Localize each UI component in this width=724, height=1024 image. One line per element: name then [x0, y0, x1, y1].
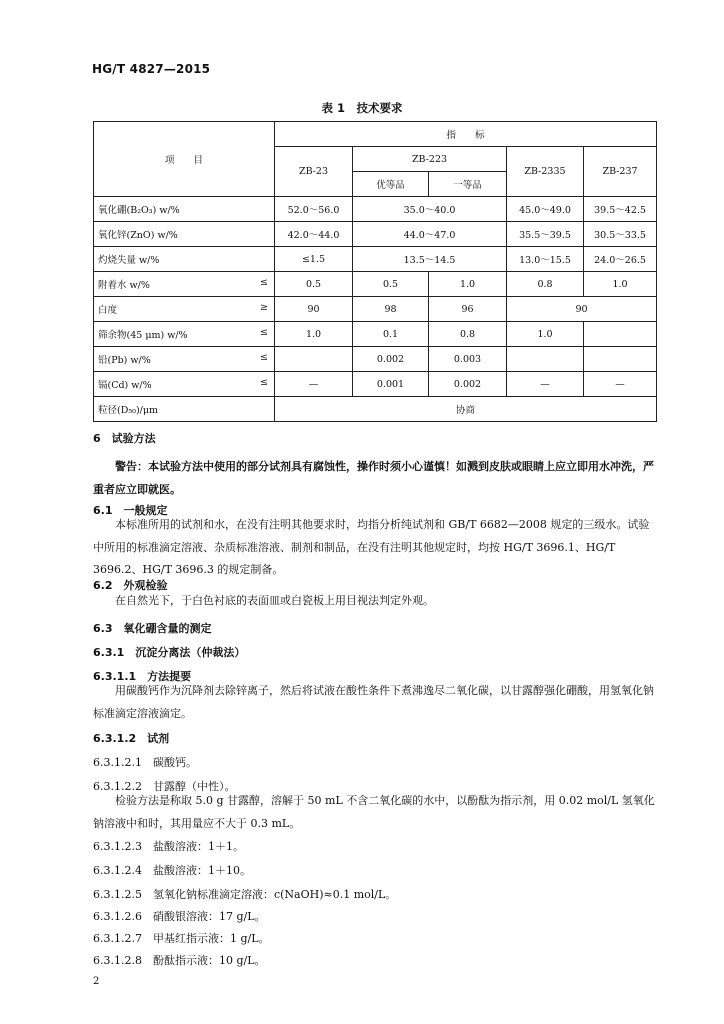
table-cell: 13.5～14.5: [353, 247, 507, 272]
table-cell: 0.5: [275, 272, 353, 297]
reagent-item: 6.3.1.2.8 酚酞指示液：10 g/L。: [93, 954, 266, 967]
row-label: 灼烧失量 w/%: [94, 247, 275, 272]
table-cell: —: [275, 372, 353, 397]
section-heading: 6.3.1.2 试剂: [93, 732, 170, 745]
paragraph: 本标准所用的试剂和水，在没有注明其他要求时，均指分析纯试剂和 GB/T 6682—2008 规定的三级水。试验中所用的标准滴定溶液、杂质标准溶液、制剂和制品，在没有注明其他规定时，均按 HG/T 3696.1、HG/T 3696.2、HG/T 3696.3 的规定制备。: [93, 518, 650, 576]
warning-paragraph: 警告：本试验方法中使用的部分试剂具有腐蚀性，操作时须小心谨慎！如溅到皮肤或眼睛上应立即用水冲洗，严重者应立即就医。: [93, 460, 654, 496]
document-code-header: HG/T 4827—2015: [92, 62, 211, 76]
table-cell: 90: [507, 297, 657, 322]
table-cell: [275, 347, 353, 372]
paragraph: 检验方法是称取 5.0 g 甘露醇，溶解于 50 mL 不含二氧化碳的水中，以酚酞为指示剂，用 0.02 mol/L 氢氧化钠溶液中和时，其用量应不大于 0.3 mL。: [93, 794, 655, 830]
table-cell: 90: [275, 297, 353, 322]
header-item: 项 目: [94, 122, 275, 197]
table-cell: ≤1.5: [275, 247, 353, 272]
table-row: [94, 347, 657, 372]
row-label: 附着水 w/% ≤: [94, 272, 275, 297]
table-cell: 1.0: [275, 322, 353, 347]
table-cell: [584, 322, 657, 347]
page-number: 2: [93, 976, 100, 987]
section-heading: 6.3.1 沉淀分离法（仲裁法）: [93, 646, 246, 659]
reagent-item: 6.3.1.2.6 硝酸银溶液：17 g/L。: [93, 910, 266, 923]
section-heading: 6.1 一般规定: [93, 504, 168, 517]
table-cell: 35.0～40.0: [353, 197, 507, 222]
paragraph: 用碳酸钙作为沉降剂去除锌离子，然后将试液在酸性条件下煮沸逸尽二氧化碳，以甘露醇强化硼酸，用氢氧化钠标准滴定溶液滴定。: [93, 684, 654, 720]
section-heading: 6.2 外观检验: [93, 579, 168, 592]
header-grade: 一等品: [429, 172, 507, 197]
table-cell: 1.0: [584, 272, 657, 297]
table-cell: 0.002: [353, 347, 429, 372]
reagent-item: 6.3.1.2.4 盐酸溶液：1＋10。: [93, 864, 251, 877]
header-product: ZB-237: [584, 147, 657, 197]
technical-requirements-table: [93, 121, 657, 422]
table-row: [94, 372, 657, 397]
header-product: ZB-2335: [507, 147, 584, 197]
header-product: ZB-223: [353, 147, 507, 172]
table-cell: 42.0～44.0: [275, 222, 353, 247]
table-cell: —: [584, 372, 657, 397]
reagent-item: 6.3.1.2.3 盐酸溶液：1＋1。: [93, 840, 244, 853]
reagent-item: 6.3.1.2.7 甲基红指示液：1 g/L。: [93, 932, 270, 945]
table-caption: 表 1 技术要求: [321, 101, 403, 115]
reagent-item: 6.3.1.2.2 甘露醇（中性）。: [93, 780, 236, 793]
table-cell: 0.5: [353, 272, 429, 297]
section-heading: 6 试验方法: [93, 432, 156, 445]
table-cell: 0.8: [429, 322, 507, 347]
table-cell: 0.002: [429, 372, 507, 397]
section-heading: 6.3 氧化硼含量的测定: [93, 622, 212, 635]
table-cell: 52.0～56.0: [275, 197, 353, 222]
table-cell: 45.0～49.0: [507, 197, 584, 222]
table-cell: 39.5～42.5: [584, 197, 657, 222]
reagent-item: 6.3.1.2.5 氢氧化钠标准滴定溶液：c(NaOH)≈0.1 mol/L。: [93, 888, 397, 901]
header-grade: 优等品: [353, 172, 429, 197]
table-cell: [584, 347, 657, 372]
table-cell: 0.003: [429, 347, 507, 372]
table-row: [94, 197, 657, 222]
table-cell: [507, 347, 584, 372]
section-heading: 6.3.1.1 方法提要: [93, 670, 192, 683]
table-cell: 96: [429, 297, 507, 322]
table-cell: 协商: [275, 397, 657, 422]
table-cell: —: [507, 372, 584, 397]
row-label: 镉(Cd) w/% ≤: [94, 372, 275, 397]
table-cell: 0.8: [507, 272, 584, 297]
table-cell: 98: [353, 297, 429, 322]
row-label: 氧化硼(B₂O₃) w/%: [94, 197, 275, 222]
header-product: ZB-23: [275, 147, 353, 197]
table-cell: 1.0: [429, 272, 507, 297]
table-row: [94, 272, 657, 297]
header-index: 指 标: [275, 122, 657, 147]
paragraph: 在自然光下，于白色衬底的表面皿或白瓷板上用目视法判定外观。: [115, 594, 434, 607]
table-cell: 24.0～26.5: [584, 247, 657, 272]
row-label: 铅(Pb) w/% ≤: [94, 347, 275, 372]
table-cell: 30.5～33.5: [584, 222, 657, 247]
table-cell: 13.0～15.5: [507, 247, 584, 272]
reagent-item: 6.3.1.2.1 碳酸钙。: [93, 756, 197, 769]
table-cell: 0.1: [353, 322, 429, 347]
row-label: 筛余物(45 μm) w/% ≤: [94, 322, 275, 347]
table-cell: 44.0～47.0: [353, 222, 507, 247]
table-row: [94, 247, 657, 272]
table-row: [94, 297, 657, 322]
table-row: [94, 222, 657, 247]
row-label: 白度 ≥: [94, 297, 275, 322]
row-label: 粒径(D₅₀)/μm: [94, 397, 275, 422]
table-row: [94, 397, 657, 422]
table-cell: 0.001: [353, 372, 429, 397]
table-row: [94, 322, 657, 347]
table-cell: 1.0: [507, 322, 584, 347]
table-cell: 35.5～39.5: [507, 222, 584, 247]
row-label: 氧化锌(ZnO) w/%: [94, 222, 275, 247]
